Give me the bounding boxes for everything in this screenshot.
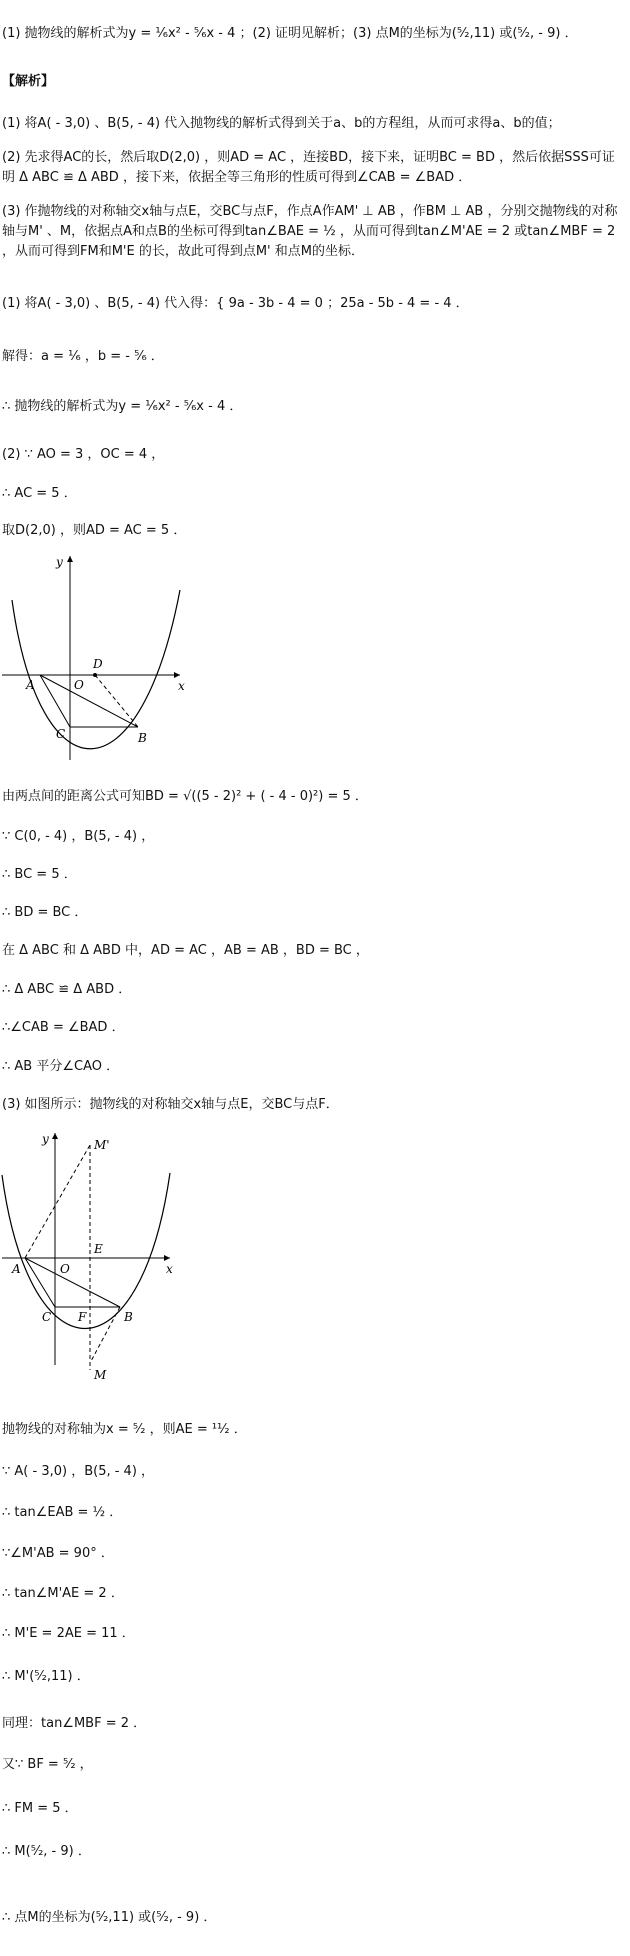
fig1-label-c: C — [56, 727, 66, 741]
solution-line-25: ∴ FM = 5 ． — [2, 1801, 78, 1816]
solution-line-27: ∴ 点M的坐标为(⁵⁄₂,11) 或(⁵⁄₂, - 9) ． — [2, 1910, 217, 1925]
solution-line-24: 又∵ BF = ⁵⁄₂ ， — [2, 1757, 93, 1772]
analysis-part1: (1) 将A( - 3,0) 、B(5, - 4) 代入抛物线的解析式得到关于a、b的方程组，从而可求得a、b的值； — [2, 116, 561, 131]
fig2-label-x: x — [166, 1262, 173, 1276]
solution-line-21: ∴ M'E = 2AE = 11 ． — [2, 1626, 135, 1641]
solution-line-20: ∴ tan∠M'AE = 2 ． — [2, 1586, 124, 1601]
solution-line-14: ∴ AB 平分∠CAO ． — [2, 1059, 120, 1074]
fig2-label-c: C — [42, 1310, 52, 1324]
analysis-heading: 【解析】 — [2, 74, 55, 89]
figure-1 — [0, 550, 200, 760]
solution-line-22: ∴ M'(⁵⁄₂,11) ． — [2, 1669, 90, 1684]
solution-line-12: ∴ Δ ABC ≌ Δ ABD ． — [2, 982, 132, 997]
fig1-label-x: x — [178, 679, 185, 693]
fig1-label-y: y — [56, 555, 63, 569]
fig2-label-m1: M' — [94, 1138, 110, 1152]
solution-line-3: ∴ 抛物线的解析式为y = ¹⁄₆x² - ⁵⁄₆x - 4 ． — [2, 399, 243, 414]
solution-line-2: 解得：a = ¹⁄₆ ，b = - ⁵⁄₆ ． — [2, 349, 164, 364]
solution-line-1: (1) 将A( - 3,0) 、B(5, - 4) 代入得：{ 9a - 3b - 4 = 0 ；25a - 5b - 4 = - 4 ． — [2, 296, 469, 311]
solution-line-7: 由两点间的距离公式可知BD = √((5 - 2)² + ( - 4 - 0)²) = 5 ． — [2, 789, 368, 804]
fig2-label-m: M — [94, 1368, 107, 1382]
solution-line-4: (2) ∵ AO = 3 ，OC = 4 ， — [2, 447, 165, 462]
solution-line-18: ∴ tan∠EAB = ½ ． — [2, 1505, 123, 1520]
solution-line-6: 取D(2,0) ，则AD = AC = 5 ． — [2, 523, 187, 538]
fig2-label-f: F — [78, 1310, 87, 1324]
solution-line-13: ∴∠CAB = ∠BAD ． — [2, 1020, 125, 1035]
fig1-label-b: B — [138, 731, 147, 745]
solution-line-15: (3) 如图所示：抛物线的对称轴交x轴与点E，交BC与点F． — [2, 1097, 339, 1112]
fig2-label-e: E — [94, 1242, 103, 1256]
fig2-label-a: A — [12, 1262, 21, 1276]
solution-line-17: ∵ A( - 3,0) ，B(5, - 4) ， — [2, 1464, 155, 1479]
solution-line-10: ∴ BD = BC ． — [2, 905, 88, 920]
fig1-label-d: D — [93, 657, 103, 671]
fig1-label-a: A — [26, 678, 35, 692]
analysis-part3: (3) 作抛物线的对称轴交x轴与点E，交BC与点F，作点A作AM' ⊥ AB ，作BM ⊥ AB ，分别交抛物线的对称轴与M' 、M，依据点A和点B的坐标可得到tan∠BAE = ½ ，从而可得到tan∠M'AE = 2 或tan∠MBF = 2 ，从而可得到FM和M'E 的长，故此可得到点M' 和点M的坐标． — [2, 204, 618, 259]
solution-line-23: 同理：tan∠MBF = 2 ． — [2, 1716, 147, 1731]
solution-line-5: ∴ AC = 5 ． — [2, 486, 77, 501]
solution-line-19: ∵∠M'AB = 90° ． — [2, 1546, 114, 1561]
figure-2 — [0, 1125, 180, 1385]
solution-line-11: 在 Δ ABC 和 Δ ABD 中，AD = AC ，AB = AB ，BD = BC ， — [2, 943, 369, 958]
solution-line-26: ∴ M(⁵⁄₂, - 9) ． — [2, 1844, 91, 1859]
solution-line-16: 抛物线的对称轴为x = ⁵⁄₂ ，则AE = ¹¹⁄₂ ． — [2, 1422, 247, 1437]
fig2-label-b: B — [124, 1310, 133, 1324]
fig2-label-o: O — [60, 1262, 70, 1276]
fig1-label-o: O — [74, 678, 84, 692]
analysis-part2: (2) 先求得AC的长，然后取D(2,0) ，则AD = AC ，连接BD，接下来，证明BC = BD ，然后依据SSS可证明 Δ ABC ≌ Δ ABD ，接下来，依据全等三角形的性质可得到∠CAB = ∠BAD ． — [2, 150, 615, 185]
solution-line-9: ∴ BC = 5 ． — [2, 867, 77, 882]
line-answer: (1) 抛物线的解析式为y = ¹⁄₆x² - ⁵⁄₆x - 4 ；(2) 证明见解析；(3) 点M的坐标为(⁵⁄₂,11) 或(⁵⁄₂, - 9) ． — [2, 26, 578, 41]
solution-line-8: ∵ C(0, - 4) ，B(5, - 4) ， — [2, 829, 155, 844]
fig2-label-y: y — [42, 1132, 49, 1146]
